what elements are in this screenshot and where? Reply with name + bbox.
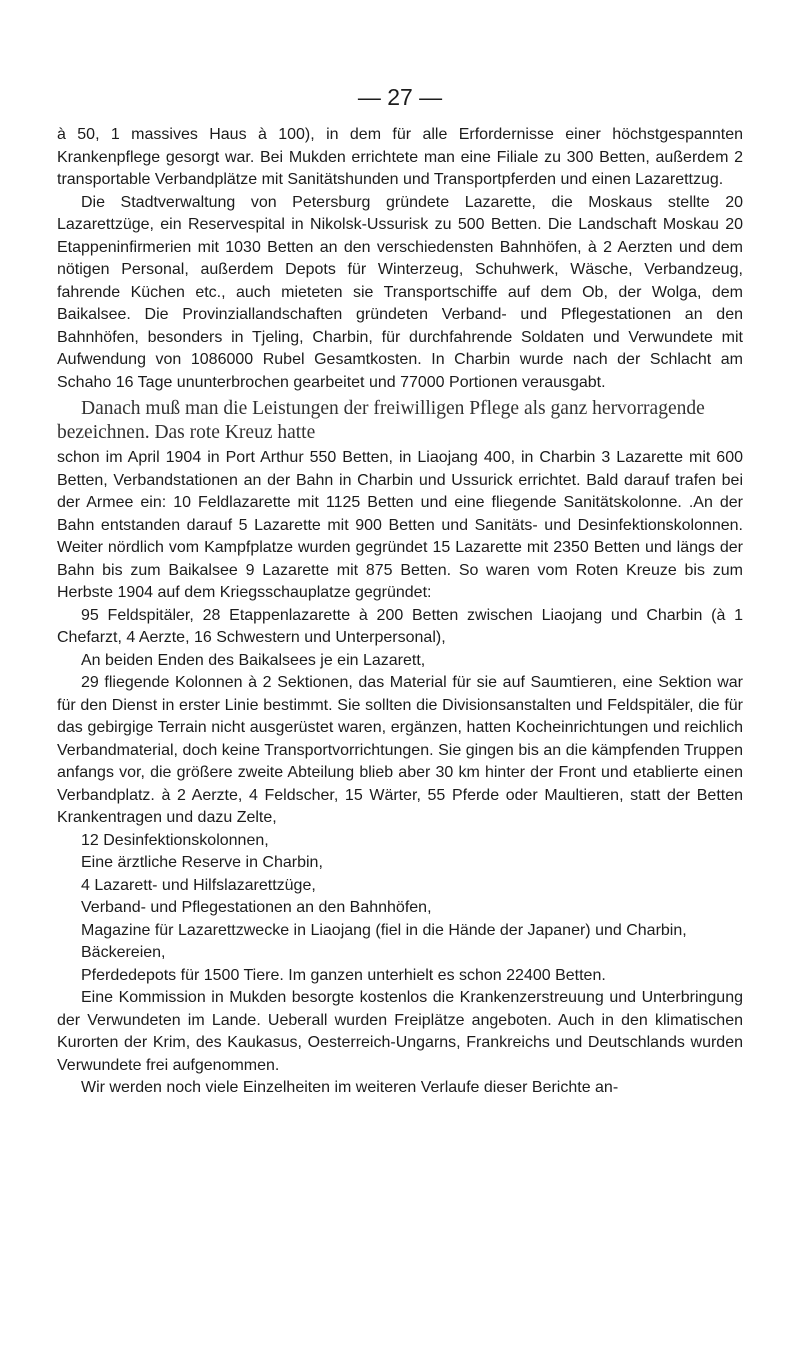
- paragraph: Die Stadtverwaltung von Petersburg gründete Lazarette, die Moskaus stellte 20 Lazarettzüge, ein Reservespital in Nikolsk-Ussurisk zu 500 Betten. Die Landschaft Moskau 20 Etappeninfirmerien mit 1030 Betten an den verschiedensten Bahnhöfen, à 2 Aerzten und dem nötigen Personal, außerdem Depots für Winterzeug, Schuhwerk, Wäsche, Verbandzeug, fahrende Küchen etc., auch mieteten sie Transportschiffe auf dem Ob, der Wolga, dem Baikalsee. Die Provinziallandschaften gründeten Verband- und Pflegestationen an den Bahnhöfen, besonders in Tjeling, Charbin, für durchfahrende Soldaten und Verwundete mit Aufwendung von 1086000 Rubel Gesamtkosten. In Charbin wurde nach der Schlacht am Schaho 16 Tage ununterbrochen gearbeitet und 77000 Portionen verausgabt.: [57, 193, 743, 391]
- list-item: 95 Feldspitäler, 28 Etappenlazarette à 200 Betten zwischen Liaojang und Charbin (à 1 Chefarzt, 4 Aerzte, 16 Schwestern und Unterpersonal),: [57, 606, 743, 646]
- paragraph: Wir werden noch viele Einzelheiten im weiteren Verlaufe dieser Berichte an-: [81, 1079, 619, 1096]
- list-item: 29 fliegende Kolonnen à 2 Sektionen, das Material für sie auf Saumtieren, eine Sektion war für den Dienst in erster Linie bestimmt. Sie sollten die Divisionsanstalten und Feldspitäler, die für das gebirgige Terrain nicht ausgerüstet waren, ergänzen, hatten Kocheinrichtungen und reichlich Verbandmaterial, doch keine Transportvorrichtungen. Sie gingen bis an die kämpfenden Truppen anfangs vor, die größere zweite Abteilung blieb aber 30 km hinter der Front und etablierte einen Verbandplatz. à 2 Aerzte, 4 Feldscher, 15 Wärter, 55 Pferde oder Maultieren, statt der Betten Krankentragen und dazu Zelte,: [57, 674, 743, 826]
- list-item: 4 Lazarett- und Hilfslazarettzüge,: [81, 876, 316, 894]
- paragraph: Eine Kommission in Mukden besorgte kostenlos die Krankenzerstreuung und Unterbringung der Verwundeten im Lande. Ueberall wurden Freiplätze angeboten. Auch in den klimatischen Kurorten der Krim, des Kaukasus, Oesterreich-Ungarns, Frankreichs und Deutschlands wurden Verwundete frei aufgenommen.: [57, 989, 743, 1074]
- list-item: Bäckereien,: [81, 944, 166, 961]
- list-item: Verband- und Pflegestationen an den Bahnhöfen,: [81, 899, 432, 916]
- list-item: An beiden Enden des Baikalsees je ein Lazarett,: [81, 651, 426, 669]
- list-item: 12 Desinfektionskolonnen,: [81, 831, 269, 849]
- paragraph: schon im April 1904 in Port Arthur 550 Betten, in Liaojang 400, in Charbin 3 Lazarette mit 600 Betten, Verbandstationen an der Bahn in Charbin und Ussurick errichtet. Bald darauf trafen bei der Armee ein: 10 Feldlazarette mit 1125 Betten und eine fliegende Sanitätskolonne. .An der Bahn entstanden darauf 5 Lazarette mit 900 Betten und Sanitäts- und Desinfektionskolonnen. Weiter nördlich vom Kampfplatze wurden gegründet 15 Lazarette mit 2350 Betten und längs der Bahn bis zum Baikalsee 9 Lazarette mit 875 Betten. So waren vom Roten Kreuze bis zum Herbste 1904 auf dem Kriegsschauplatze gegründet:: [57, 449, 743, 601]
- page-number: — 27 —: [357, 84, 443, 110]
- paragraph: à 50, 1 massives Haus à 100), in dem für alle Erfordernisse einer höchstgespannten Krankenpflege gesorgt war. Bei Mukden errichtete man eine Filiale zu 300 Betten, außerdem 2 transportable Verbandplätze mit Sanitätshunden und Transportpferden und einen Lazarettzug.: [57, 126, 743, 188]
- section-heading: Danach muß man die Leistungen der freiwilligen Pflege als ganz hervorragende bezeichnen. Das rote Kreuz hatte: [57, 398, 705, 443]
- list-item: Pferdedepots für 1500 Tiere. Im ganzen unterhielt es schon 22400 Betten.: [81, 966, 606, 984]
- list-item: Eine ärztliche Reserve in Charbin,: [81, 854, 323, 871]
- list-item: Magazine für Lazarettzwecke in Liaojang (fiel in die Hände der Japaner) und Charbin,: [81, 921, 687, 939]
- body-text: [57, 124, 743, 1100]
